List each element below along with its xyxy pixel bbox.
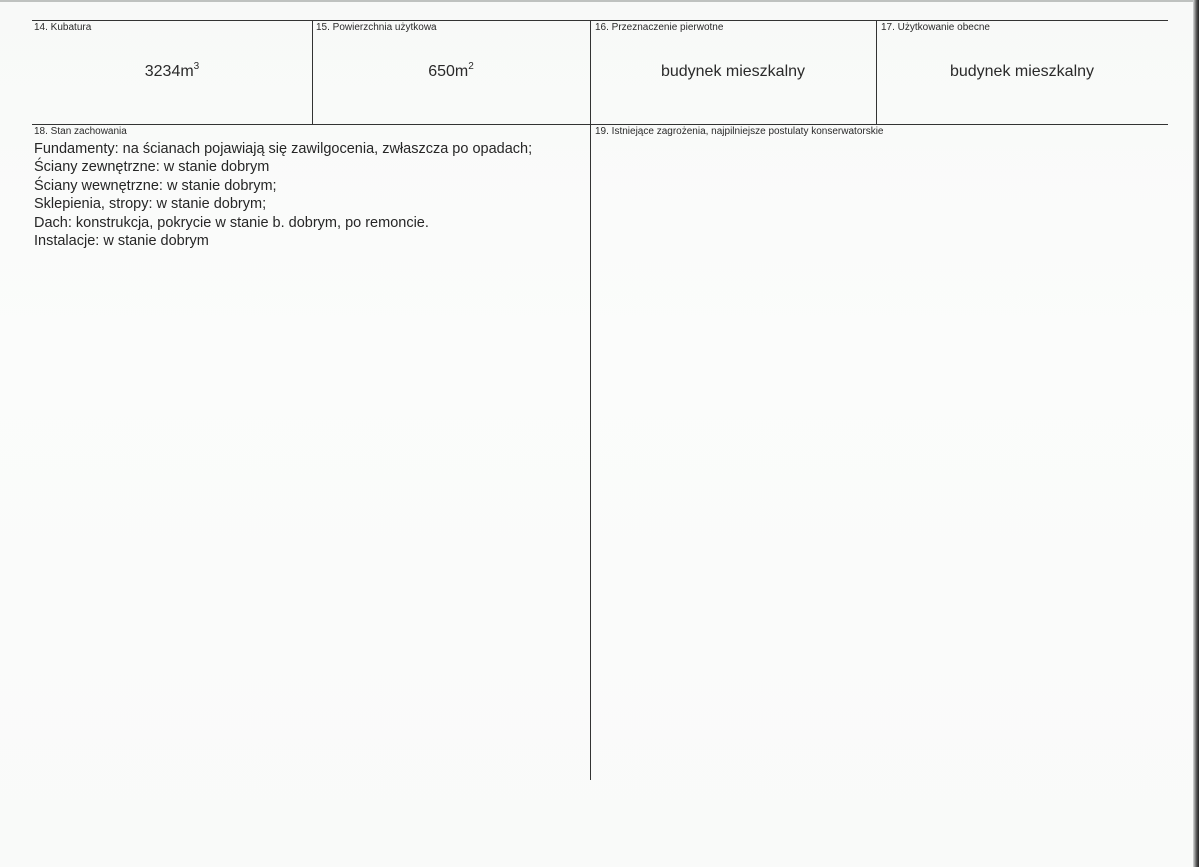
page-top-edge [0,0,1199,2]
row1-bottom-rule [32,124,1168,125]
stan-line-sciany-zewnetrzne: Ściany zewnętrzne: w stanie dobrym [34,159,270,176]
stan-line-fundamenty: Fundamenty: na ścianach pojawiają się zawilgocenia, zwłaszcza po opadach; [34,141,533,157]
stan-line-sciany-wewnetrzne: Ściany wewnętrzne: w stanie dobrym; [34,177,277,194]
zagrozenia-label: 19. Istniejące zagrożenia, najpilniejsze postulaty konserwatorskie [595,126,884,137]
page-right-edge [1193,0,1199,867]
divider-15-16 [590,20,591,780]
stan-zachowania-text [34,140,594,250]
stan-line-instalacje: Instalacje: w stanie dobrym [34,233,209,250]
przeznaczenie-label: 16. Przeznaczenie pierwotne [595,22,724,33]
kubatura-value [32,63,312,81]
row1-top-rule [32,20,1168,21]
kubatura-label: 14. Kubatura [34,22,92,33]
przeznaczenie-value: budynek mieszkalny [660,63,806,80]
powierzchnia-value [312,63,590,81]
stan-line-sklepienia: Sklepienia, stropy: w stanie dobrym; [34,196,267,213]
powierzchnia-label: 15. Powierzchnia użytkowa [316,22,437,33]
kubatura-unit-exponent: 3 [193,61,200,72]
kubatura-number: 3234m [144,63,194,80]
powierzchnia-unit-exponent: 2 [468,61,474,72]
stan-zachowania-label: 18. Stan zachowania [34,126,127,137]
uzytkowanie-value: budynek mieszkalny [949,63,1095,80]
stan-line-dach: Dach: konstrukcja, pokrycie w stanie b. dobrym, po remoncie. [34,214,429,231]
powierzchnia-number: 650m [428,63,469,80]
uzytkowanie-label: 17. Użytkowanie obecne [881,22,990,33]
